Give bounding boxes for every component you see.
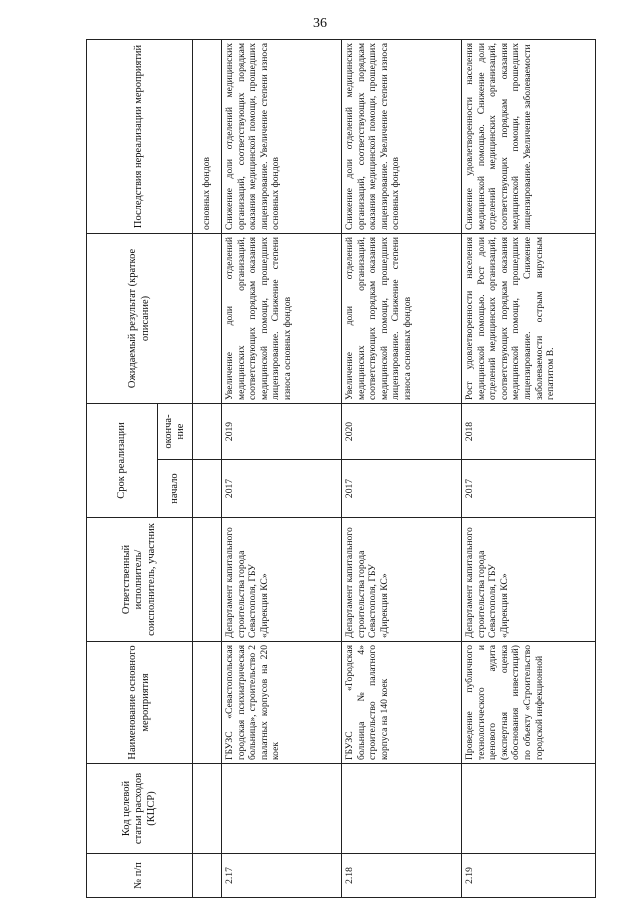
header-row xyxy=(87,39,158,897)
row-code xyxy=(342,764,462,854)
table-wrapper xyxy=(86,40,580,898)
row-consequence: Снижение удовлетворенности населения медицинской помощью. Снижение доли отделений медицинских организаций, соответствующих порядкам оказания медицинской помощи, прошедших лицензирование. Увеличение заболеваемости xyxy=(462,39,596,233)
row-responsible: Департамент капитального строительства города Севастополя, ГБУ «Дирекция КС» xyxy=(342,518,462,642)
header-end: оконча- ние xyxy=(158,403,193,459)
row-code xyxy=(222,764,342,854)
row-start: 2017 xyxy=(462,460,596,518)
row-end: 2018 xyxy=(462,403,596,459)
row-result: Увеличение доли отделений медицинских организаций, соответствующих порядкам оказания медицинской помощи, прошедших лицензирование. Снижение степени износа основных фондов xyxy=(222,233,342,403)
table-row xyxy=(222,39,342,897)
row-num: 2.19 xyxy=(462,854,596,898)
row-consequence: Снижение доли отделений медицинских организаций, соответствующих порядкам оказания медицинской помощи, прошедших лицензирование. Увеличение степени износа основных фондов xyxy=(222,39,342,233)
row-start: 2017 xyxy=(342,460,462,518)
row-result: Рост удовлетворенности населения медицинской помощью. Рост доли отделений медицинских организаций, соответствующих порядкам оказания медицинской помощи, прошедших лицензирование. Снижение заболеваемости острым вирусным гепатитом В. xyxy=(462,233,596,403)
header-consequence: Последствия нереализации мероприятий xyxy=(87,39,193,233)
header-responsible: Ответственный исполнитель/ соисполнитель, участник xyxy=(87,518,193,642)
header-num: № п/п xyxy=(87,854,193,898)
row-result: Увеличение доли отделений медицинских организаций, соответствующих порядкам оказания медицинской помощи, прошедших лицензирование. Снижение степени износа основных фондов xyxy=(342,233,462,403)
header-code: Код целевой статьи расходов (КЦСР) xyxy=(87,764,193,854)
row-start: 2017 xyxy=(222,460,342,518)
header-name: Наименование основного мероприятия xyxy=(87,642,193,764)
row-name: Проведение публичного технологического и ценового аудита (экспертная оценка обоснования инвестиций) по объекту «Строительство городской инфекционной xyxy=(462,642,596,764)
row-end: 2020 xyxy=(342,403,462,459)
measures-table xyxy=(86,39,596,898)
row-name: ГБУЗС «Севастопольская городская психиатрическая больница», строительство 2 палатных корпусов на 220 коек xyxy=(222,642,342,764)
continuation-row xyxy=(193,39,222,897)
row-responsible: Департамент капитального строительства города Севастополя, ГБУ «Дирекция КС» xyxy=(222,518,342,642)
row-consequence: Снижение доли отделений медицинских организаций, соответствующих порядкам оказания медицинской помощи, прошедших лицензирование. Увеличение степени износа основных фондов xyxy=(342,39,462,233)
rotated-page-content xyxy=(86,40,580,898)
row-responsible: Департамент капитального строительства города Севастополя, ГБУ «Дирекция КС» xyxy=(462,518,596,642)
table-row xyxy=(462,39,596,897)
row-name: ГБУЗС «Городская больница № 4» строительство палатного корпуса на 140 коек xyxy=(342,642,462,764)
row-num: 2.17 xyxy=(222,854,342,898)
row-end: 2019 xyxy=(222,403,342,459)
row-num: 2.18 xyxy=(342,854,462,898)
row-code xyxy=(462,764,596,854)
page-number: 36 xyxy=(313,16,327,31)
header-start: начало xyxy=(158,460,193,518)
header-term: Срок реализации xyxy=(87,403,158,517)
continuation-text: основных фондов xyxy=(193,39,222,233)
table-row xyxy=(342,39,462,897)
header-result: Ожидаемый результат (краткое описание) xyxy=(87,233,193,403)
